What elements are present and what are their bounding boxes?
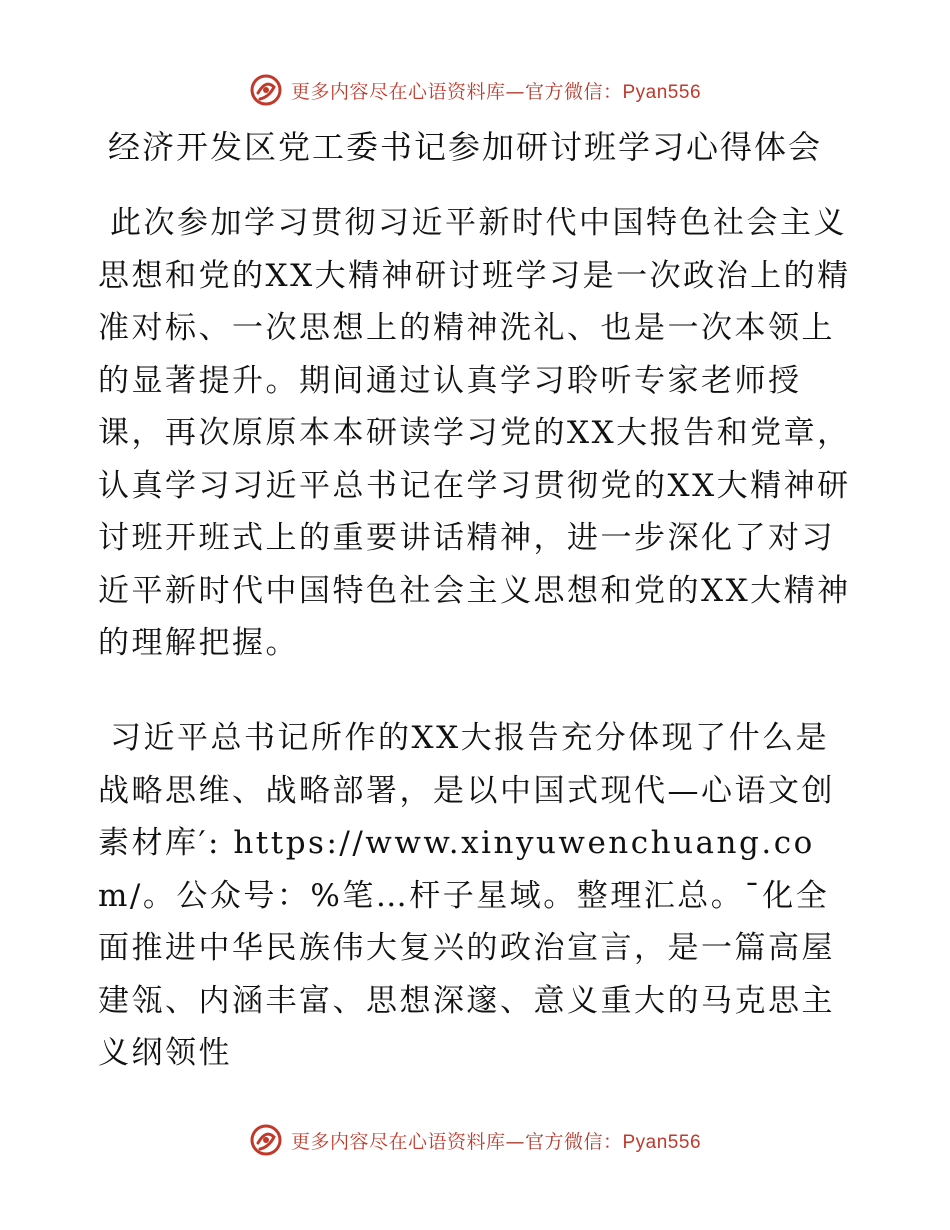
- watermark-wechat-id: Pyan556: [622, 81, 702, 103]
- watermark-separator: —: [505, 1130, 525, 1153]
- red-swirl-logo-icon: [249, 1123, 283, 1157]
- red-swirl-logo-icon: [249, 73, 283, 107]
- body-paragraph-1: 此次参加学习贯彻习近平新时代中国特色社会主义思想和党的XX大精神研讨班学习是一次政治上的精准对标、一次思想上的精神洗礼、也是一次本领上的显著提升。期间通过认真学习聆听专家老师授课，再次原原本本研读学习党的XX大报告和党章，认真学习习近平总书记在学习贯彻党的XX大精神研讨班开班式上的重要讲话精神，进一步深化了对习近平新时代中国特色社会主义思想和党的XX大精神的理解把握。: [98, 205, 851, 661]
- watermark-text: [291, 77, 701, 104]
- watermark-header: [0, 70, 950, 110]
- watermark-wechat-id: Pyan556: [622, 1131, 702, 1153]
- watermark-footer: [0, 1120, 950, 1160]
- body-paragraph-2: 习近平总书记所作的XX大报告充分体现了什么是战略思维、战略部署，是以中国式现代—心语文创素材库′: https://www.xinyuwenchuang.com/。公众号：%笔…杆子星域。整理汇总。¯化全面推进中华民族伟大复兴的政治宣言，是一篇高屋建瓴、内涵丰富、思想深邃、意义重大的马克思主义纲领性: [98, 720, 835, 1071]
- watermark-site-text: 更多内容尽在心语资料库: [290, 80, 506, 103]
- document-title: 经济开发区党工委书记参加研讨班学习心得体会: [108, 128, 823, 166]
- watermark-wechat-label: 官方微信：: [524, 80, 623, 103]
- watermark-wechat-label: 官方微信：: [524, 1130, 623, 1153]
- watermark-text: [291, 1127, 701, 1154]
- watermark-site-text: 更多内容尽在心语资料库: [290, 1130, 506, 1153]
- watermark-separator: —: [505, 80, 525, 103]
